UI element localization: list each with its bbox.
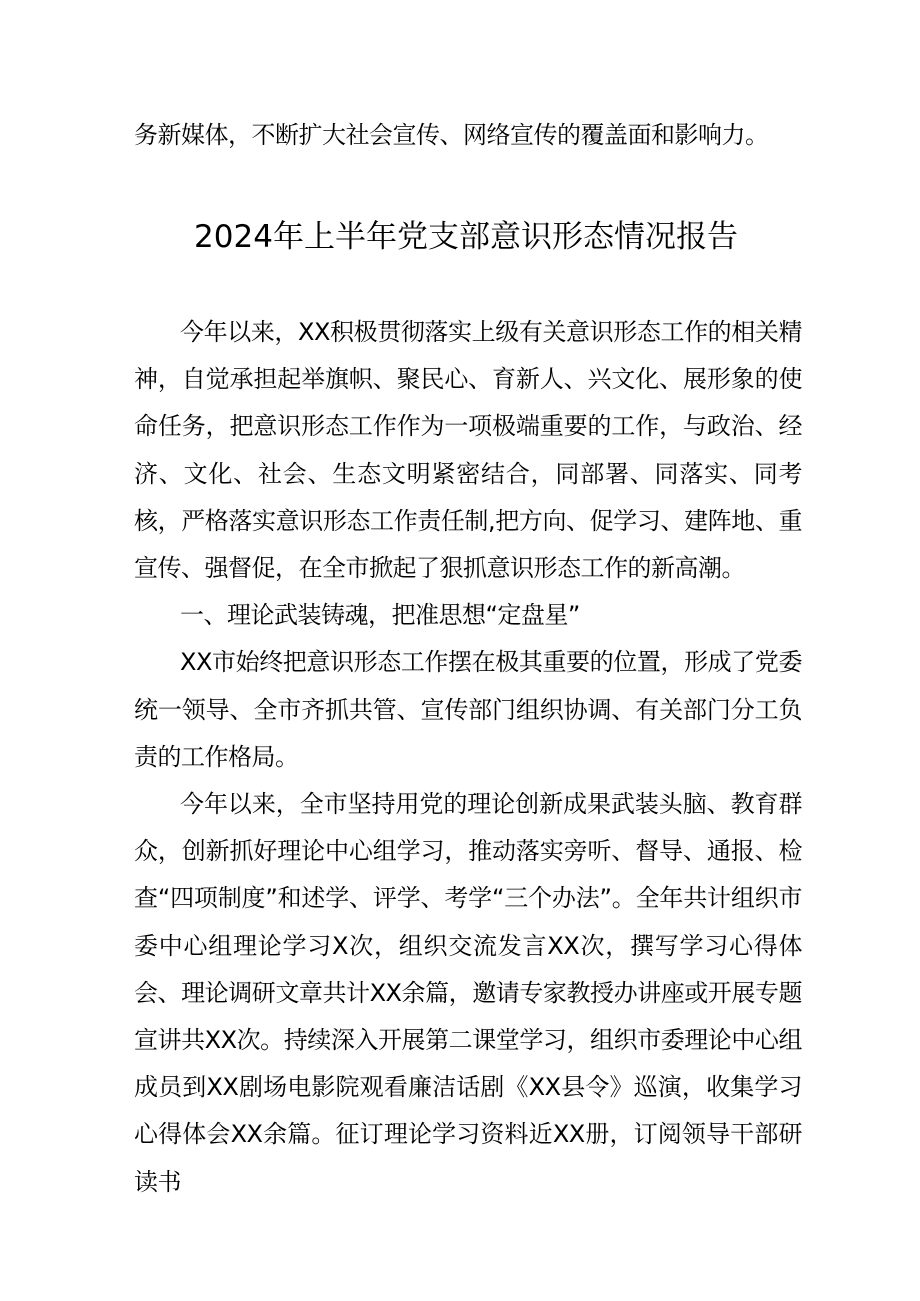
document-body (134, 309, 802, 1206)
paragraph-intro: 今年以来，XX积极贯彻落实上级有关意识形态工作的相关精神，自觉承担起举旗帜、聚民心、育新人、兴文化、展形象的使命任务，把意识形态工作作为一项极端重要的工作，与政治、经济、文化、社会、生态文明紧密结合，同部署、同落实、同考核，严格落实意识形态工作责任制,把方向、促学习、建阵地、重宣传、强督促，在全市掀起了狠抓意识形态工作的新高潮。 (134, 318, 802, 583)
carry-over-line: 务新媒体，不断扩大社会宣传、网络宣传的覆盖面和影响力。 (134, 121, 769, 149)
paragraph-work-pattern: XX市始终把意识形态工作摆在极其重要的位置，形成了党委统一领导、全市齐抓共管、宣传部门组织协调、有关部门分工负责的工作格局。 (134, 648, 802, 771)
paragraph-theory-study: 今年以来，全市坚持用党的理论创新成果武装头脑、教育群众，创新抓好理论中心组学习，推动落实旁听、督导、通报、检查“四项制度”和述学、评学、考学“三个办法”。全年共计组织市委中心组理论学习X次，组织交流发言XX次，撰写学习心得体会、理论调研文章共计XX余篇，邀请专家教授办讲座或开展专题宣讲共XX次。持续深入开展第二课堂学习，组织市委理论中心组成员到XX剧场电影院观看廉洁话剧《XX县令》巡演，收集学习心得体会XX余篇。征订理论学习资料近XX册，订阅领导干部研读书 (134, 790, 802, 1196)
document-title: 2024年上半年党支部意识形态情况报告 (194, 219, 738, 255)
section-heading-1: 一、理论武装铸魂，把准思想“定盘星” (180, 601, 580, 630)
